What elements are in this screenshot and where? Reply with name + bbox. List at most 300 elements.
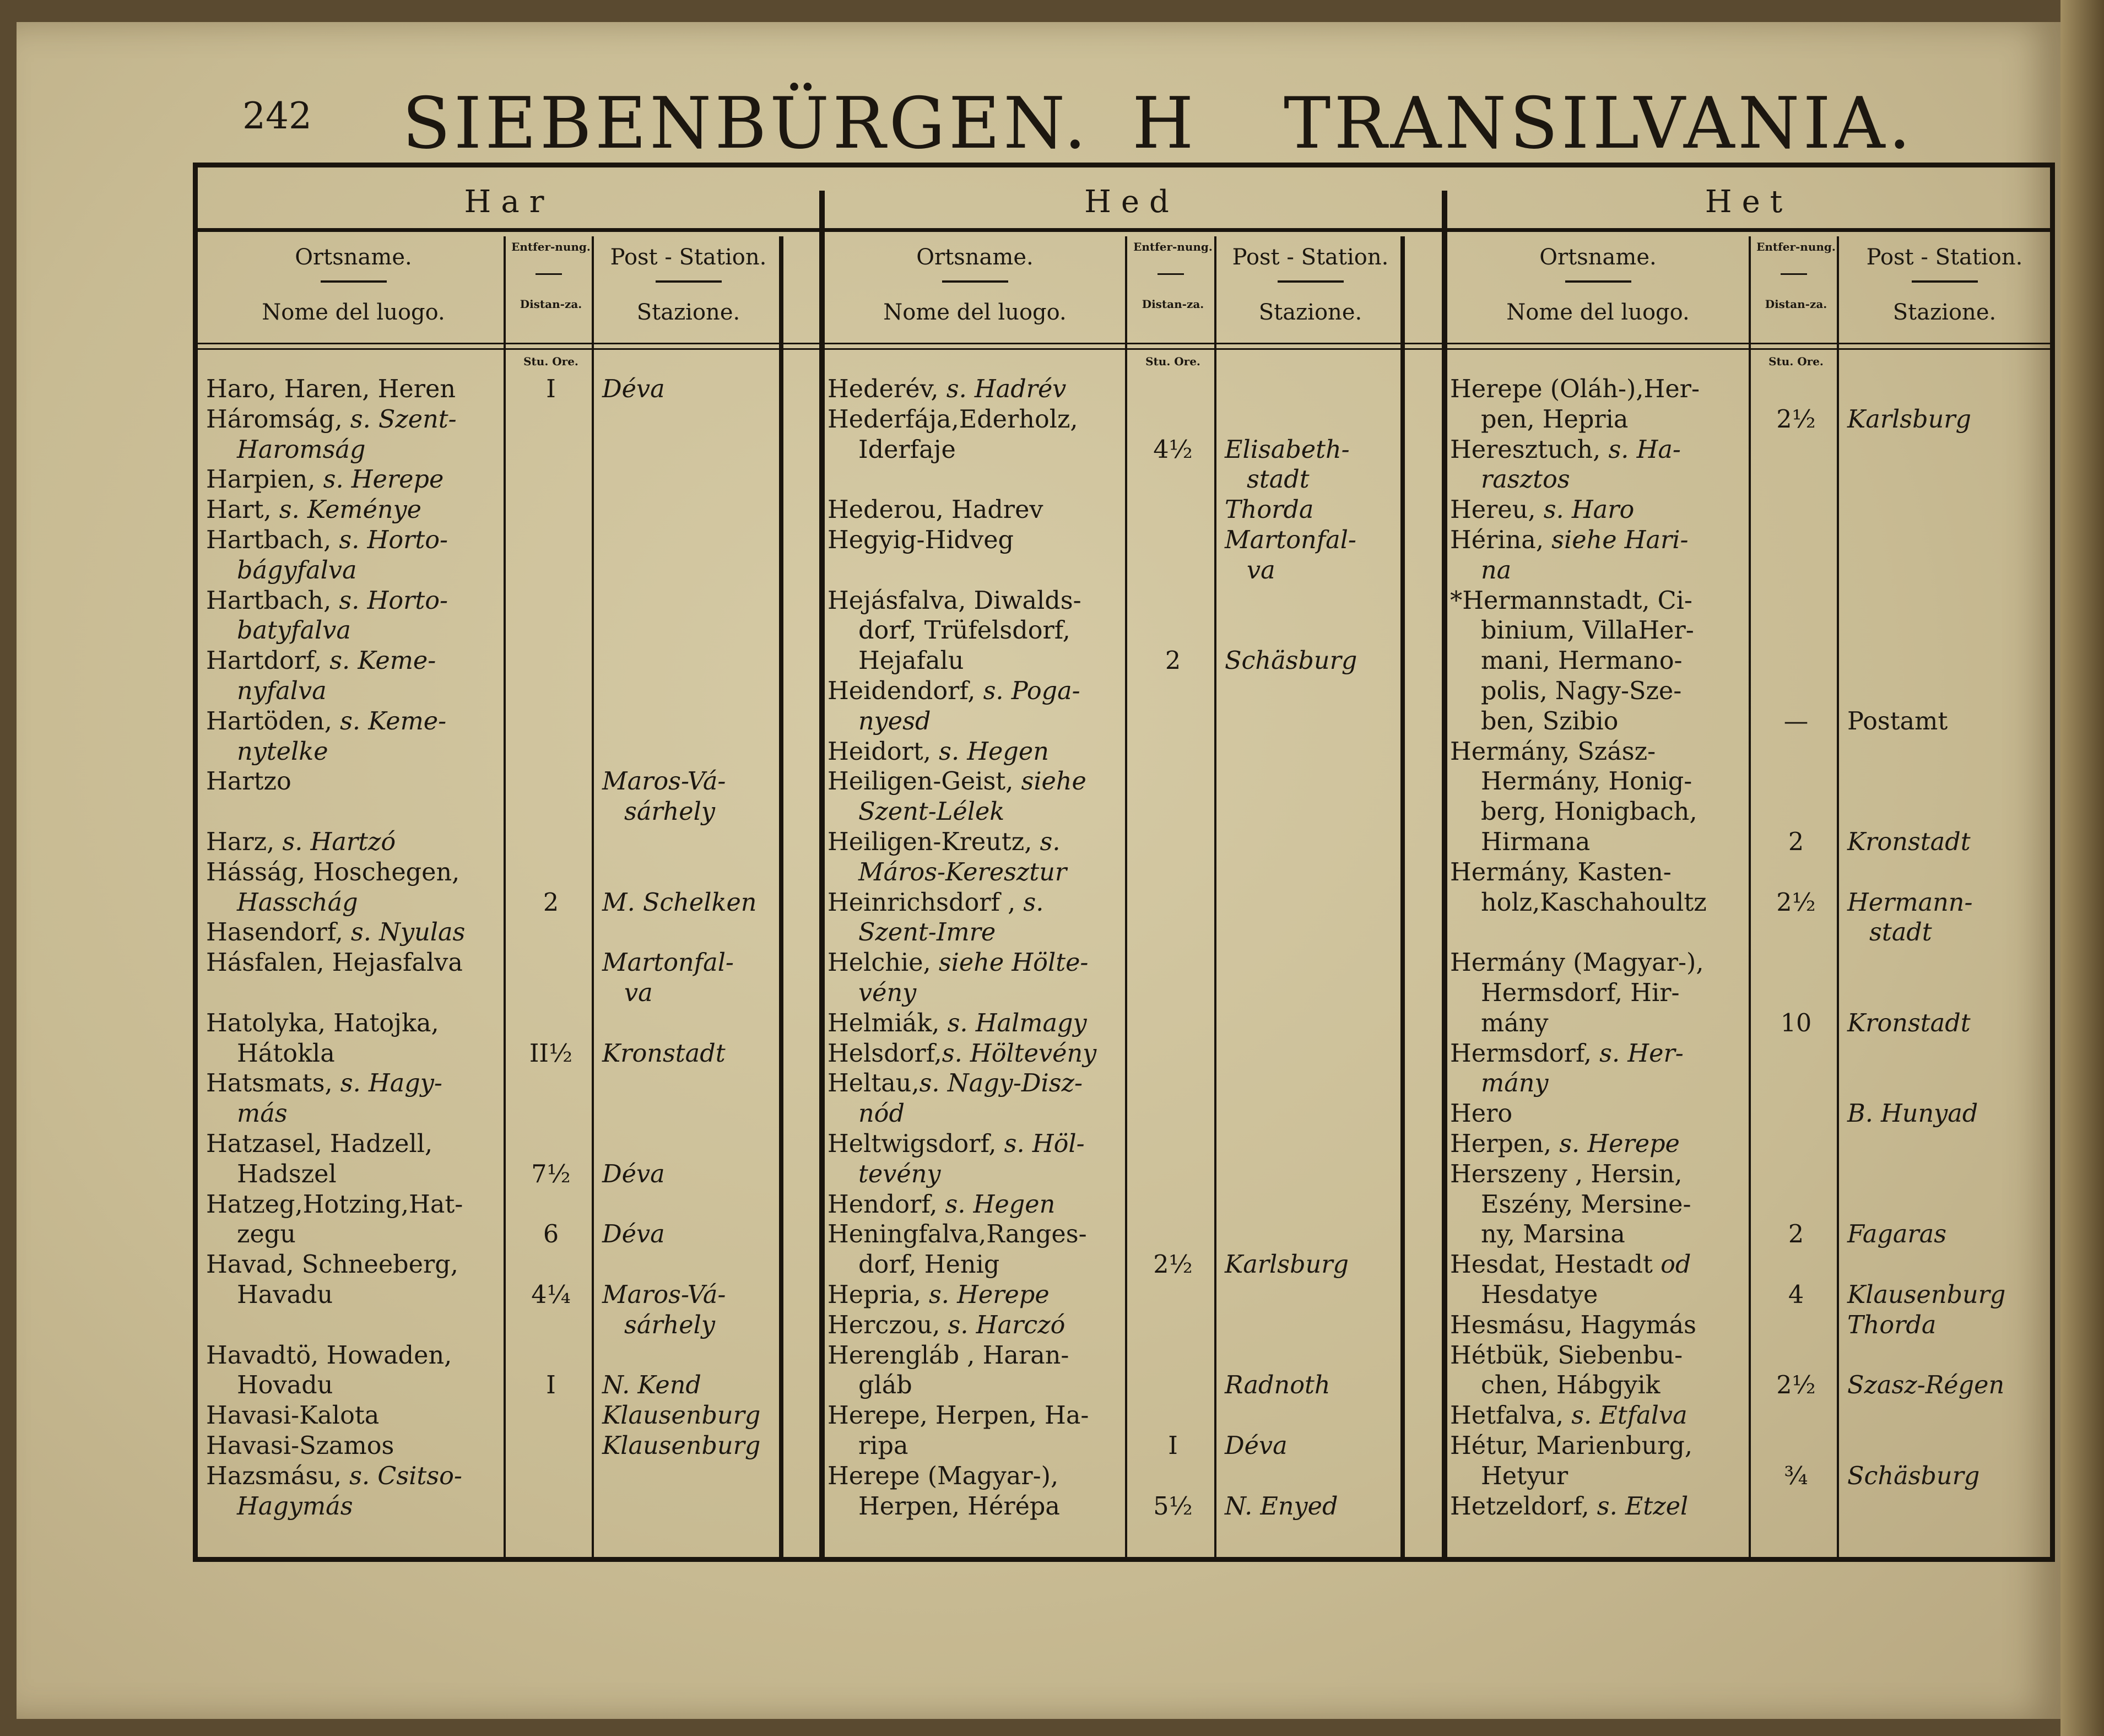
entry-place — [827, 1431, 1122, 1461]
units-label: Stu. Ore. — [523, 355, 578, 368]
section-title-hed: Hed — [1084, 184, 1179, 220]
col-header-post: Post - Station. — [1866, 245, 2023, 270]
col-header-place-rule — [942, 280, 1008, 283]
col-header-place-rule — [1565, 280, 1631, 283]
entry-place — [206, 707, 501, 737]
entry-post-station: Postamt — [1847, 707, 1948, 735]
entry-place — [1450, 1160, 1746, 1189]
col-header-post-it: Stazione. — [636, 300, 740, 325]
place-reference: nyfalva — [237, 677, 327, 705]
entry-place — [1450, 375, 1746, 404]
place-name: chen, Hábgyik — [1481, 1371, 1661, 1400]
place-name: Havadtö, Howaden, — [206, 1341, 452, 1370]
entry-post-station: Klausenburg — [1847, 1281, 2006, 1309]
place-name: Hadszel — [237, 1160, 337, 1188]
col-rule — [504, 236, 506, 1559]
col-header-dist-it: Distan-za. — [1765, 298, 1827, 311]
place-name: Helmiák, — [827, 1009, 948, 1037]
col-header-place-it: Nome del luogo. — [883, 300, 1067, 325]
entry-post-station: sárhely — [624, 1311, 716, 1339]
entry-distance: 7½ — [531, 1160, 571, 1188]
place-name: ben, Szibio — [1481, 707, 1619, 735]
entry-post-station: Elisabeth- — [1225, 435, 1350, 464]
entry-place — [206, 1492, 501, 1522]
place-name: Hatzeg,Hotzing,Hat- — [206, 1190, 463, 1219]
place-reference: od — [1661, 1251, 1691, 1279]
place-name: Herepe (Magyar-), — [827, 1462, 1059, 1490]
place-name: Haro, Haren, Heren — [206, 375, 456, 403]
entry-place — [206, 465, 501, 495]
place-name: Iderfaje — [858, 435, 956, 464]
entry-post-station: Martonfal- — [602, 949, 734, 977]
entry-place — [206, 616, 501, 646]
place-reference: s. Hartzó — [282, 828, 396, 856]
place-reference: s. Keme- — [340, 707, 447, 735]
place-reference: Szent-Lélek — [858, 798, 1005, 826]
entry-post-station: Kronstadt — [602, 1039, 726, 1068]
page-number: 242 — [242, 95, 312, 137]
entry-post-station: Radnoth — [1225, 1371, 1330, 1400]
entry-place — [827, 495, 1122, 525]
entry-post-station: va — [624, 979, 653, 1007]
place-name: Hasendorf, — [206, 918, 351, 947]
place-name: Hero — [1450, 1100, 1513, 1128]
place-reference: batyfalva — [237, 616, 351, 645]
entry-post-station: Thorda — [1847, 1311, 1937, 1339]
entry-distance: 4½ — [1153, 435, 1193, 464]
place-reference: s. Harczó — [948, 1311, 1065, 1339]
place-reference: s. Hegen — [945, 1190, 1056, 1219]
place-reference: nyesd — [858, 707, 931, 735]
place-reference: s. — [1023, 888, 1044, 917]
place-reference: s. Etzel — [1597, 1492, 1689, 1521]
place-reference: Haromság — [237, 435, 366, 464]
place-reference: s. Hadrév — [946, 375, 1067, 403]
place-name: Helchie, — [827, 949, 939, 977]
entry-place — [827, 1371, 1122, 1400]
entry-place — [827, 1009, 1122, 1039]
entry-place — [1450, 405, 1746, 435]
entry-place — [206, 1160, 501, 1189]
entry-post-station: Kronstadt — [1847, 1009, 1971, 1037]
col-header-post: Post - Station. — [1232, 245, 1389, 270]
entry-place — [1450, 1492, 1746, 1522]
place-name: Hereu, — [1450, 496, 1544, 524]
place-reference: nytelke — [237, 737, 328, 766]
entry-place — [827, 1462, 1122, 1491]
entry-post-station: Maros-Vá- — [602, 1281, 726, 1309]
place-name: Eszény, Mersine- — [1481, 1190, 1691, 1219]
col-rule — [1749, 236, 1751, 1559]
entry-distance: ¾ — [1784, 1462, 1808, 1490]
entry-post-station: sárhely — [624, 798, 716, 826]
place-name: gláb — [858, 1371, 912, 1400]
entry-place — [1450, 1039, 1746, 1069]
place-reference: s. Hagy- — [340, 1069, 442, 1098]
place-reference: s. Her- — [1599, 1039, 1684, 1068]
entry-distance: 2½ — [1776, 1371, 1816, 1400]
place-reference: s. Szent- — [350, 405, 457, 434]
entry-place — [1450, 435, 1746, 465]
col-header-dist-it: Distan-za. — [1142, 298, 1204, 311]
entry-place — [827, 616, 1122, 646]
place-reference: mány — [1481, 1069, 1549, 1098]
section-separator-1 — [819, 191, 825, 1557]
place-name: Herczou, — [827, 1311, 948, 1339]
place-name: Hederou, Hadrev — [827, 496, 1043, 524]
place-reference: Hagymás — [237, 1492, 353, 1521]
col-header-post-rule — [656, 280, 722, 283]
entry-distance: 2 — [1788, 828, 1804, 856]
entry-post-station: N. Enyed — [1225, 1492, 1338, 1521]
place-name: zegu — [237, 1220, 296, 1249]
entry-place — [1450, 797, 1746, 827]
entry-place — [206, 858, 501, 888]
place-name: ny, Marsina — [1481, 1220, 1625, 1249]
title-italian: TRANSILVANIA. — [1284, 83, 1914, 165]
entry-post-station: Déva — [1225, 1432, 1288, 1460]
entry-post-station: Szasz-Régen — [1847, 1371, 2005, 1400]
place-reference: s. — [1040, 828, 1061, 856]
entry-distance: — — [1783, 707, 1809, 735]
entry-distance: 4 — [1788, 1281, 1804, 1309]
entry-place — [206, 586, 501, 616]
entry-place — [1450, 586, 1746, 616]
entry-place — [827, 888, 1122, 918]
place-reference: s. Haro — [1543, 496, 1635, 524]
entry-post-station: Maros-Vá- — [602, 767, 726, 796]
place-name: Hovadu — [237, 1371, 333, 1400]
place-reference: s. Csitso- — [349, 1462, 462, 1490]
place-name: Herengláb , Haran- — [827, 1341, 1069, 1370]
place-name: Hetfalva, — [1450, 1402, 1572, 1430]
place-name: Helsdorf, — [827, 1039, 942, 1068]
col-header-dist: Entfer-nung. — [1756, 240, 1836, 253]
entry-distance: 2 — [543, 888, 559, 917]
entry-place — [206, 375, 501, 404]
place-name: Heinrichsdorf , — [827, 888, 1024, 917]
entry-place — [1450, 828, 1746, 857]
entry-post-station: Karlsburg — [1847, 405, 1972, 434]
entry-post-station: Hermann- — [1847, 888, 1973, 917]
header-rule — [198, 228, 2050, 232]
entry-place — [206, 435, 501, 465]
col-header-dist: Entfer-nung. — [511, 240, 591, 253]
place-reference: Szent-Imre — [858, 918, 996, 947]
col-header-post-rule — [1278, 280, 1344, 283]
place-name: holz,Kaschahoultz — [1481, 888, 1707, 917]
place-name: Heltau, — [827, 1069, 920, 1098]
col-header-post: Post - Station. — [610, 245, 767, 270]
entry-place — [1450, 616, 1746, 646]
entry-place — [206, 1129, 501, 1159]
place-name: Herepe, Herpen, Ha- — [827, 1402, 1089, 1430]
place-name: Hart, — [206, 496, 279, 524]
entry-place — [1450, 556, 1746, 586]
place-name: Hermsdorf, — [1450, 1039, 1600, 1068]
section-letter: H — [1132, 83, 1197, 165]
place-name: Havasi-Kalota — [206, 1402, 380, 1430]
entry-place — [1450, 1069, 1746, 1099]
entry-place — [1450, 978, 1746, 1008]
entry-post-station: Déva — [602, 375, 665, 403]
place-name: binium, VillaHer- — [1481, 616, 1694, 645]
place-name: Heidendorf, — [827, 677, 983, 705]
place-reference: s. Höl- — [1004, 1130, 1085, 1158]
entry-place — [1450, 737, 1746, 767]
place-name: Harpien, — [206, 466, 323, 494]
place-name: Hermány, Kasten- — [1450, 858, 1672, 886]
place-name: Hátokla — [237, 1039, 335, 1068]
entry-place — [1450, 858, 1746, 888]
place-name: Herepe (Oláh-),Her- — [1450, 375, 1700, 403]
place-name: Havad, Schneeberg, — [206, 1251, 458, 1279]
entry-place — [1450, 526, 1746, 555]
place-name: Harz, — [206, 828, 283, 856]
entry-place — [827, 375, 1122, 404]
place-name: Hesmásu, Hagymás — [1450, 1311, 1697, 1339]
entry-place — [206, 526, 501, 555]
place-name: polis, Nagy-Sze- — [1481, 677, 1682, 705]
entry-place — [827, 1129, 1122, 1159]
place-reference: Máros-Keresztur — [858, 858, 1067, 886]
place-name: *Hermannstadt, Ci- — [1450, 586, 1692, 615]
entry-place — [206, 767, 501, 797]
place-reference: Hasschág — [237, 888, 358, 917]
col-header-place-it: Nome del luogo. — [1506, 300, 1690, 325]
entry-place — [827, 828, 1122, 857]
entry-place — [206, 1462, 501, 1491]
place-name: Hesdat, Hestadt — [1450, 1251, 1661, 1279]
section-title-har: Har — [464, 184, 554, 220]
entry-post-station: Thorda — [1225, 496, 1314, 524]
entry-place — [206, 1009, 501, 1039]
entry-post-station: va — [1247, 556, 1275, 585]
place-name: Hatolyka, Hatojka, — [206, 1009, 439, 1037]
place-name: dorf, Trüfelsdorf, — [858, 616, 1070, 645]
place-name: Havadu — [237, 1281, 333, 1309]
col-header-place: Ortsname. — [295, 245, 412, 270]
entry-place — [206, 1190, 501, 1220]
section-title-het: Het — [1705, 184, 1793, 220]
units-label: Stu. Ore. — [1145, 355, 1200, 368]
entry-place — [827, 737, 1122, 767]
place-name: Hartdorf, — [206, 647, 330, 675]
entry-post-station: stadt — [1869, 918, 1932, 947]
units-label: Stu. Ore. — [1768, 355, 1824, 368]
col-header-place: Ortsname. — [1539, 245, 1657, 270]
col-rule — [1400, 236, 1405, 1559]
place-name: Heningfalva,Ranges- — [827, 1220, 1087, 1249]
col-header-post-rule — [1912, 280, 1978, 283]
place-name: Hétbük, Siebenbu- — [1450, 1341, 1683, 1370]
place-name: Hermány (Magyar-), — [1450, 949, 1704, 977]
entry-post-station: stadt — [1247, 466, 1310, 494]
place-name: dorf, Henig — [858, 1251, 1000, 1279]
place-name: Hejafalu — [858, 647, 964, 675]
entry-distance: I — [546, 375, 556, 403]
directory-table — [193, 163, 2055, 1562]
entry-place — [206, 1431, 501, 1461]
entry-place — [827, 1160, 1122, 1189]
place-name: Heresztuch, — [1450, 435, 1609, 464]
entry-place — [1450, 1129, 1746, 1159]
entry-distance: 2½ — [1776, 405, 1816, 434]
place-reference: más — [237, 1100, 288, 1128]
place-reference: siehe — [1021, 767, 1086, 796]
place-name: Hartöden, — [206, 707, 340, 735]
entry-post-station: Déva — [602, 1160, 665, 1188]
col-header-dist: Entfer-nung. — [1133, 240, 1213, 253]
entry-post-station: N. Kend — [602, 1371, 701, 1400]
entry-post-station: B. Hunyad — [1847, 1100, 1978, 1128]
entry-post-station: Fagaras — [1847, 1220, 1947, 1249]
entry-place — [827, 586, 1122, 616]
place-name: Hermány, Honig- — [1481, 767, 1692, 796]
entry-place — [827, 1311, 1122, 1340]
entry-place — [206, 1220, 501, 1250]
entry-place — [827, 767, 1122, 797]
place-name: Hérina, — [1450, 526, 1552, 554]
entry-place — [1450, 888, 1746, 918]
entry-place — [827, 918, 1122, 948]
col-header-dist-rule — [536, 273, 562, 275]
entry-place — [1450, 646, 1746, 676]
entry-place — [827, 646, 1122, 676]
place-name: Háromság, — [206, 405, 350, 434]
section-separator-2 — [1442, 191, 1447, 1557]
entry-place — [206, 1250, 501, 1280]
place-reference: s. Ha- — [1608, 435, 1681, 464]
entry-place — [1450, 465, 1746, 495]
entry-place — [827, 707, 1122, 737]
entry-place — [1450, 948, 1746, 978]
place-name: Hesdatye — [1481, 1281, 1598, 1309]
entry-place — [206, 1039, 501, 1069]
place-name: ripa — [858, 1432, 908, 1460]
entry-place — [827, 1099, 1122, 1129]
entry-post-station: Schäsburg — [1847, 1462, 1980, 1490]
entry-place — [1450, 1280, 1746, 1310]
entry-place — [206, 828, 501, 857]
place-name: Hartbach, — [206, 586, 339, 615]
entry-place — [1450, 707, 1746, 737]
entry-place — [827, 435, 1122, 465]
place-reference: bágyfalva — [237, 556, 357, 585]
entry-place — [1450, 1220, 1746, 1250]
entry-place — [1450, 1190, 1746, 1220]
entry-place — [1450, 1431, 1746, 1461]
entry-place — [827, 1401, 1122, 1431]
col-header-dist-rule — [1158, 273, 1184, 275]
place-name: Hartbach, — [206, 526, 339, 554]
place-name: Hederév, — [827, 375, 946, 403]
entry-place — [206, 646, 501, 676]
entry-distance: 5½ — [1153, 1492, 1193, 1521]
place-name: Hásság, Hoschegen, — [206, 858, 460, 886]
entry-place — [827, 1190, 1122, 1220]
place-name: Hazsmásu, — [206, 1462, 350, 1490]
place-name: Hermány, Szász- — [1450, 737, 1656, 766]
place-name: Hederfája,Ederholz, — [827, 405, 1078, 434]
entry-place — [206, 556, 501, 586]
entry-place — [827, 1069, 1122, 1099]
place-name: Hendorf, — [827, 1190, 945, 1219]
place-reference: rasztos — [1481, 466, 1570, 494]
col-header-place-rule — [321, 280, 387, 283]
entry-place — [206, 948, 501, 978]
entry-place — [827, 1220, 1122, 1250]
entry-distance: 6 — [543, 1220, 559, 1249]
entry-place — [206, 677, 501, 706]
entry-place — [827, 1341, 1122, 1371]
entry-place — [1450, 677, 1746, 706]
entry-place — [206, 918, 501, 948]
entry-place — [1450, 1371, 1746, 1400]
place-reference: siehe Hari- — [1551, 526, 1689, 554]
place-reference: s. Poga- — [983, 677, 1080, 705]
col-header-post-it: Stazione. — [1892, 300, 1997, 325]
place-reference: s. Nyulas — [350, 918, 466, 947]
entry-place — [206, 495, 501, 525]
col-header-post-it: Stazione. — [1258, 300, 1362, 325]
place-reference: s. Halmagy — [947, 1009, 1087, 1037]
place-name: Hirmana — [1481, 828, 1591, 856]
place-name: Hetyur — [1481, 1462, 1568, 1490]
entry-post-station: Klausenburg — [602, 1432, 761, 1460]
entry-post-station: Kronstadt — [1847, 828, 1971, 856]
place-reference: s. Herepe — [1559, 1130, 1680, 1158]
place-name: Hejásfalva, Diwalds- — [827, 586, 1081, 615]
entry-distance: II½ — [529, 1039, 573, 1068]
body-rule-2 — [198, 348, 2050, 350]
place-reference: s. Herepe — [928, 1281, 1050, 1309]
place-name: Hatsmats, — [206, 1069, 340, 1098]
entry-place — [827, 677, 1122, 706]
entry-place — [206, 1401, 501, 1431]
entry-place — [1450, 495, 1746, 525]
entry-place — [1450, 1250, 1746, 1280]
place-name: Heiligen-Kreutz, — [827, 828, 1040, 856]
place-reference: nód — [858, 1100, 905, 1128]
place-name: Heidort, — [827, 737, 939, 766]
place-name: Hermsdorf, Hir- — [1481, 979, 1680, 1007]
entry-place — [206, 1371, 501, 1400]
place-name: Heltwigsdorf, — [827, 1130, 1004, 1158]
place-reference: s. Etfalva — [1571, 1402, 1687, 1430]
place-reference: s. Nagy-Disz- — [919, 1069, 1083, 1098]
entry-place — [206, 737, 501, 767]
place-name: mány — [1481, 1009, 1549, 1037]
place-name: pen, Hepria — [1481, 405, 1629, 434]
place-reference: s. Höltevény — [942, 1039, 1097, 1068]
entry-place — [206, 1069, 501, 1099]
place-reference: s. Keménye — [279, 496, 421, 524]
place-reference: siehe Hölte- — [938, 949, 1089, 977]
place-name: Heiligen-Geist, — [827, 767, 1021, 796]
entry-place — [827, 978, 1122, 1008]
entry-place — [1450, 767, 1746, 797]
place-name: mani, Hermano- — [1481, 647, 1683, 675]
place-name: Hétur, Marienburg, — [1450, 1432, 1693, 1460]
col-header-dist-rule — [1781, 273, 1807, 275]
book-gutter — [2060, 0, 2104, 1736]
place-reference: vény — [858, 979, 917, 1007]
title-german: SIEBENBÜRGEN. — [402, 83, 1090, 165]
entry-place — [827, 858, 1122, 888]
entry-place — [827, 526, 1122, 555]
col-rule — [1125, 236, 1127, 1559]
